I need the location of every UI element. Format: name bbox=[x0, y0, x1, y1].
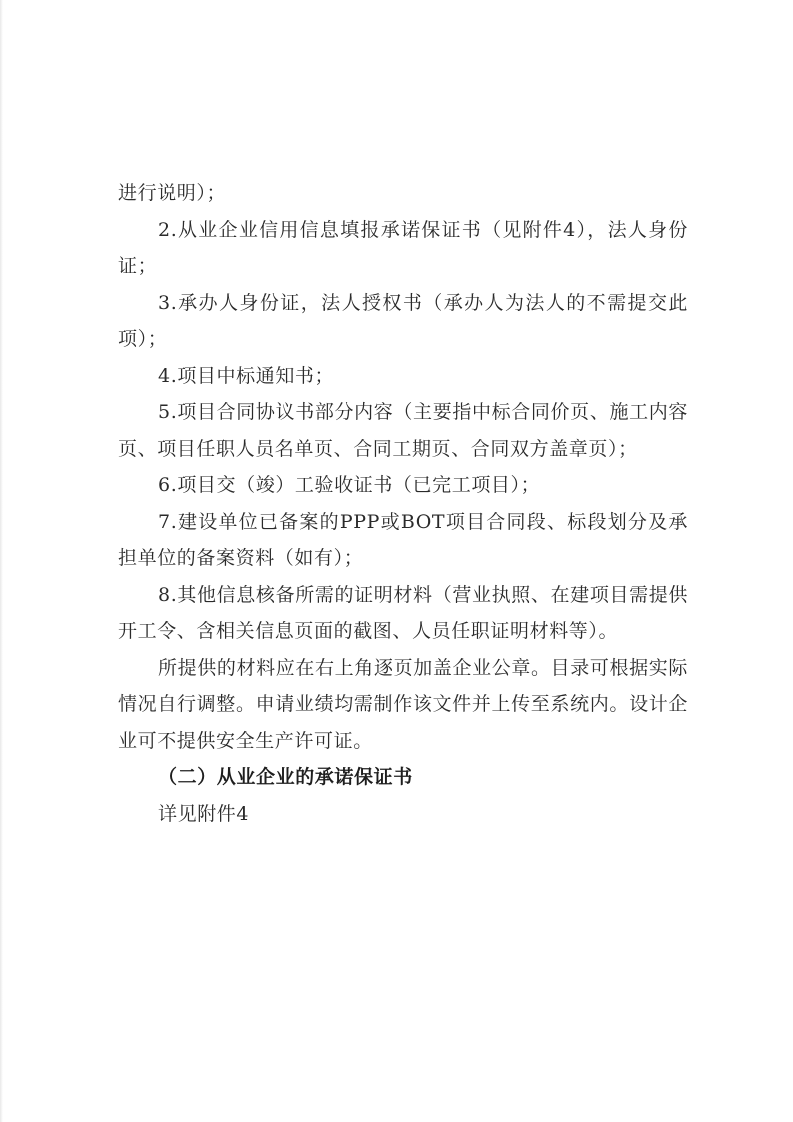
list-item-2: 2.从业企业信用信息填报承诺保证书（见附件4），法人身份证； bbox=[118, 218, 688, 277]
paragraph-continuation: 进行说明）； bbox=[118, 182, 227, 204]
note-paragraph: 所提供的材料应在右上角逐页加盖企业公章。目录可根据实际情况自行调整。申请业绩均需制作该文件并上传至系统内。设计企业可不提供安全生产许可证。 bbox=[118, 656, 688, 752]
page-edge bbox=[0, 0, 3, 1122]
document-body bbox=[118, 175, 688, 832]
section-body: 详见附件4 bbox=[158, 802, 250, 825]
list-item-3: 3.承办人身份证，法人授权书（承办人为法人的不需提交此项）； bbox=[118, 291, 688, 350]
section-heading: （二）从业企业的承诺保证书 bbox=[158, 766, 413, 788]
list-item-5: 5.项目合同协议书部分内容（主要指中标合同价页、施工内容页、项目任职人员名单页、合同工期页、合同双方盖章页）； bbox=[118, 401, 688, 460]
list-item-6: 6.项目交（竣）工验收证书（已完工项目）； bbox=[158, 474, 541, 496]
list-item-7: 7.建设单位已备案的PPP或BOT项目合同段、标段划分及承担单位的备案资料（如有）； bbox=[118, 510, 688, 569]
list-item-8: 8.其他信息核备所需的证明材料（营业执照、在建项目需提供开工令、含相关信息页面的截图、人员任职证明材料等）。 bbox=[118, 583, 688, 642]
list-item-4: 4.项目中标通知书； bbox=[158, 364, 335, 387]
